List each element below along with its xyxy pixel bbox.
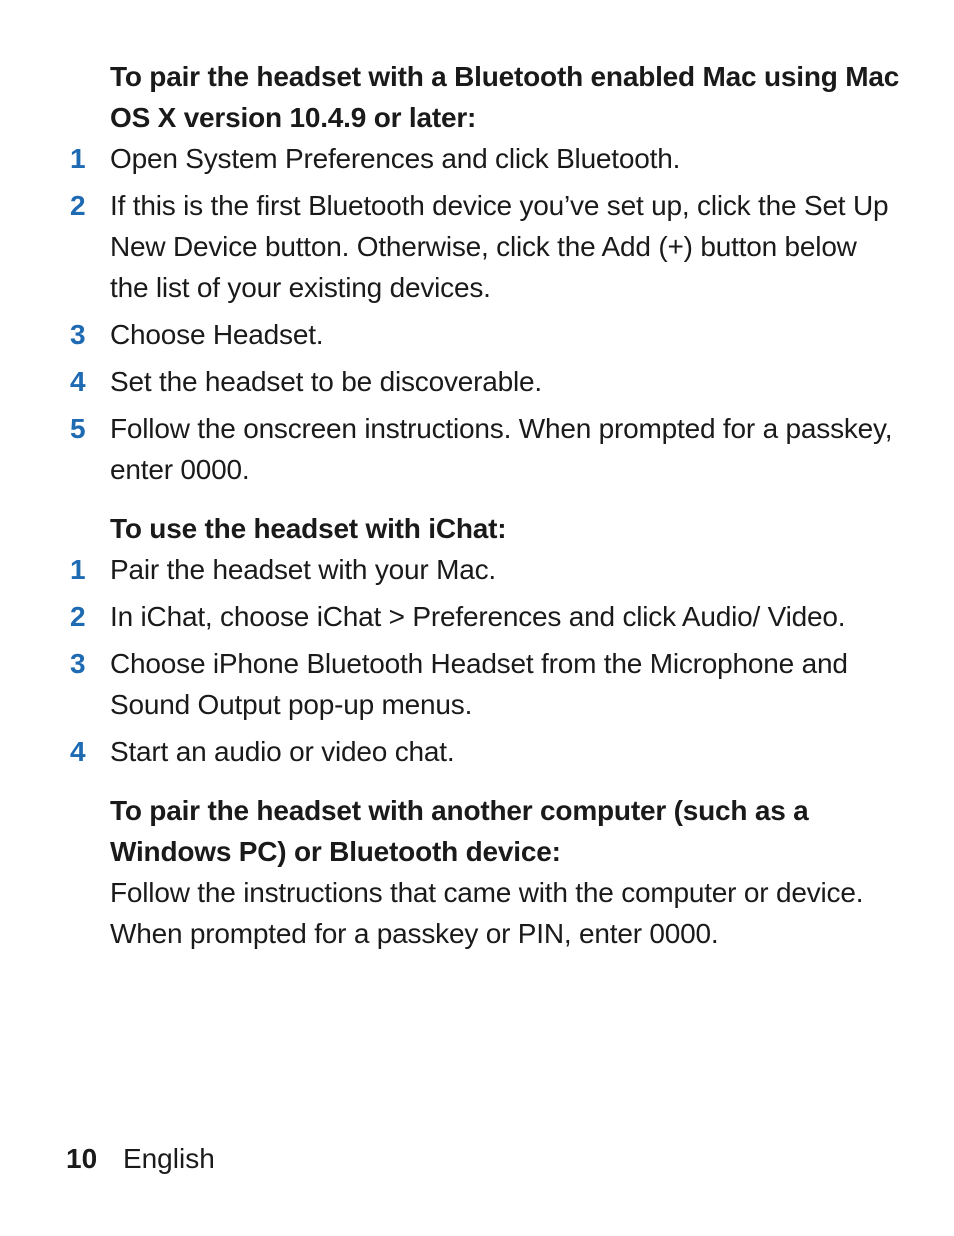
step-text: Choose iPhone Bluetooth Headset from the Microphone and Sound Output pop-up menus.	[110, 648, 848, 720]
list-item	[0, 138, 900, 179]
step-number: 2	[70, 601, 86, 632]
step-text: Choose Headset.	[110, 319, 324, 350]
list-item	[0, 314, 900, 355]
list-item	[0, 643, 900, 725]
step-number: 1	[70, 554, 86, 585]
footer-language: English	[122, 1143, 215, 1174]
step-number: 4	[70, 366, 86, 397]
section-ichat	[0, 508, 954, 772]
step-text: Start an audio or video chat.	[110, 736, 455, 767]
step-text: Open System Preferences and click Bluetooth.	[110, 143, 681, 174]
document-body	[0, 56, 954, 972]
page-footer	[66, 1139, 215, 1179]
step-text: Follow the onscreen instructions. When prompted for a passkey, enter 0000.	[110, 413, 893, 485]
list-item	[0, 731, 900, 772]
step-text: If this is the first Bluetooth device you’ve set up, click the Set Up New Device button. Otherwise, click the Add (+) button below the list of your existing devices.	[110, 190, 889, 303]
step-number: 1	[70, 143, 86, 174]
page-number: 10	[66, 1143, 98, 1174]
step-number: 5	[70, 413, 86, 444]
section-pair-other	[0, 790, 954, 954]
section-pair-mac	[0, 56, 954, 490]
section-heading: To pair the headset with another computer (such as a Windows PC) or Bluetooth device:	[110, 795, 809, 867]
section-heading: To use the headset with iChat:	[110, 513, 507, 544]
step-text: Pair the headset with your Mac.	[110, 554, 496, 585]
list-item	[0, 549, 900, 590]
list-item	[0, 408, 900, 490]
step-number: 3	[70, 648, 86, 679]
list-item	[0, 596, 900, 637]
step-text: Set the headset to be discoverable.	[110, 366, 542, 397]
list-item	[0, 185, 900, 308]
section-heading: To pair the headset with a Bluetooth enabled Mac using Mac OS X version 10.4.9 or later:	[110, 61, 900, 133]
section-paragraph: Follow the instructions that came with the computer or device. When prompted for a passkey or PIN, enter 0000.	[110, 877, 864, 949]
step-text: In iChat, choose iChat > Preferences and click Audio/ Video.	[110, 601, 846, 632]
list-item	[0, 361, 900, 402]
step-number: 4	[70, 736, 86, 767]
step-number: 2	[70, 190, 86, 221]
step-number: 3	[70, 319, 86, 350]
